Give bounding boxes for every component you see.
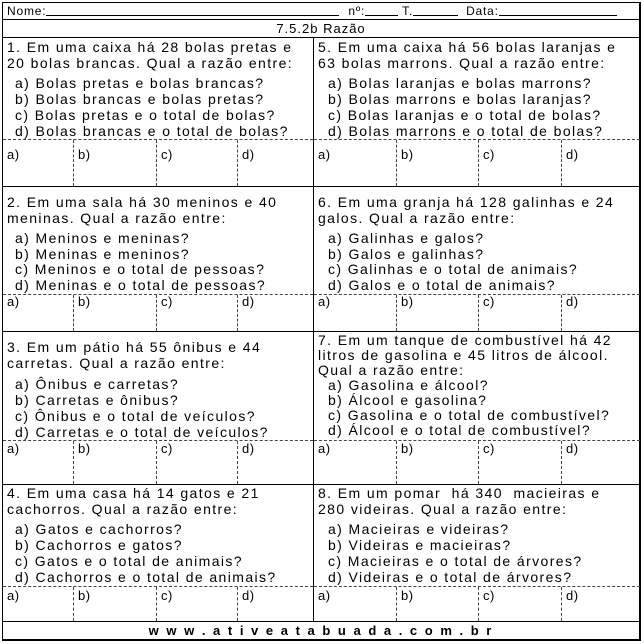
date-blank-line <box>499 15 617 16</box>
problem-option-d: d) Álcool e o total de combustível? <box>328 422 592 438</box>
answer-slot-c <box>156 295 237 331</box>
answer-slot-c <box>156 441 237 484</box>
answer-label: c) <box>161 588 173 603</box>
answer-label: c) <box>483 588 495 603</box>
answer-slot-c <box>478 295 561 331</box>
answer-label: d) <box>566 147 579 162</box>
answer-slot-d <box>237 295 313 331</box>
question-text-line: 2. Em uma sala há 30 meninos e 40 <box>7 194 278 210</box>
question-text-line: meninas. Qual a razão entre: <box>7 210 227 226</box>
question-text-line: 7. Em um tanque de combustível há 42 <box>318 332 612 348</box>
answer-label: c) <box>483 147 495 162</box>
problem-option-d: d) Bolas brancas e o total de bolas? <box>15 123 289 139</box>
answer-label: b) <box>401 294 414 309</box>
problem-option-b: b) Bolas marrons e bolas laranjas? <box>328 91 592 107</box>
question-text-line: 1. Em uma caixa há 28 bolas pretas e <box>7 39 293 55</box>
answer-label: a) <box>7 441 20 456</box>
answer-label: a) <box>7 147 20 162</box>
option-list <box>318 378 640 438</box>
answer-label: b) <box>401 147 414 162</box>
question-text-line: 3. Em um pátio há 55 ônibus e 44 <box>7 339 262 355</box>
problem-option-b: b) Videiras e macieiras? <box>328 537 512 553</box>
problem-option-d: d) Carretas e o total de veículos? <box>15 424 269 440</box>
problem-option-b: b) Bolas brancas e bolas pretas? <box>15 91 265 107</box>
answer-label: d) <box>242 294 255 309</box>
answer-slot-c <box>478 441 561 484</box>
problem-option-c: c) Bolas pretas e o total de bolas? <box>15 107 276 123</box>
answer-slot-c <box>478 587 561 621</box>
answer-label: d) <box>242 441 255 456</box>
problem-option-d: d) Bolas marrons e o total de bolas? <box>328 123 604 139</box>
answer-label: a) <box>318 588 331 603</box>
answer-area <box>3 139 313 186</box>
question-text-line: litros de gasolina e 45 litros de álcool. <box>318 347 609 363</box>
answer-slot-b <box>396 441 478 484</box>
problem-option-c: c) Galinhas e o total de animais? <box>328 261 579 277</box>
answer-label: c) <box>161 294 173 309</box>
problem-option-d: d) Cachorros e o total de animais? <box>15 569 277 585</box>
answer-label: a) <box>318 147 331 162</box>
question-text-line: 4. Em uma casa há 14 gatos e 21 <box>7 485 260 501</box>
answer-slot-a <box>3 587 73 621</box>
answer-slot-b <box>73 587 156 621</box>
answer-label: d) <box>566 588 579 603</box>
question-text-line: Qual a razão entre: <box>318 362 465 378</box>
problem-option-a: a) Bolas laranjas e bolas marrons? <box>328 75 592 91</box>
problem-option-c: c) Meninos e o total de pessoas? <box>15 261 266 277</box>
problem-option-a: a) Meninos e meninas? <box>15 230 190 246</box>
answer-slot-d <box>237 441 313 484</box>
answer-slot-c <box>478 140 561 186</box>
answer-area <box>3 586 313 621</box>
problem-option-a: a) Macieiras e videiras? <box>328 521 510 537</box>
answer-slot-d <box>561 587 640 621</box>
question-text-line: cachorros. Qual a razão entre: <box>7 501 239 517</box>
answer-slot-a <box>314 587 396 621</box>
option-list <box>318 231 640 293</box>
answer-label: c) <box>483 294 495 309</box>
problem-1 <box>3 38 313 139</box>
answer-slot-b <box>73 295 156 331</box>
problem-option-c: c) Gatos e o total de animais? <box>15 553 243 569</box>
answer-label: b) <box>78 588 91 603</box>
problem-option-d: d) Meninas e o total de pessoas? <box>15 276 267 293</box>
answer-area <box>3 440 313 484</box>
answer-slot-c <box>156 140 237 186</box>
problem-2 <box>3 187 313 294</box>
class-label: T. <box>402 4 414 18</box>
worksheet-title: 7.5.2b Razão <box>276 21 366 36</box>
option-list <box>7 231 313 293</box>
answer-label: d) <box>566 441 579 456</box>
answer-label: b) <box>401 441 414 456</box>
option-list <box>7 376 313 440</box>
answer-label: d) <box>566 294 579 309</box>
answer-area <box>314 586 640 621</box>
date-label: Data: <box>466 4 499 18</box>
question-text-line: 280 videiras. Qual a razão entre: <box>318 501 568 517</box>
answer-label: a) <box>318 441 331 456</box>
question-text-line: 20 bolas brancas. Qual a razão entre: <box>7 55 294 71</box>
answer-label: b) <box>401 588 414 603</box>
answer-slot-a <box>3 295 73 331</box>
problem-option-b: b) Cachorros e gatos? <box>15 537 183 553</box>
answer-area <box>3 294 313 331</box>
number-blank-line <box>365 15 398 16</box>
problem-option-a: a) Bolas pretas e bolas brancas? <box>15 75 265 91</box>
problem-option-c: c) Gasolina e o total de combustível? <box>328 407 611 423</box>
footer-website: w w w . a t i v e a t a b u a d a . c o m . b r <box>148 623 494 638</box>
problem-option-a: a) Galinhas e galos? <box>328 230 485 246</box>
problem-3 <box>3 332 313 440</box>
answer-label: d) <box>242 588 255 603</box>
name-blank-line <box>46 15 339 16</box>
answer-area <box>314 139 640 186</box>
answer-slot-a <box>314 441 396 484</box>
answer-slot-c <box>156 587 237 621</box>
problem-5 <box>314 38 640 139</box>
answer-label: d) <box>242 147 255 162</box>
answer-slot-b <box>396 587 478 621</box>
problem-option-b: b) Meninas e meninos? <box>15 245 190 262</box>
option-list <box>7 521 313 585</box>
answer-label: b) <box>78 147 91 162</box>
problem-option-a: a) Gasolina e álcool? <box>328 377 489 393</box>
answer-label: a) <box>7 588 20 603</box>
answer-label: b) <box>78 441 91 456</box>
answer-slot-a <box>314 140 396 186</box>
answer-label: a) <box>318 294 331 309</box>
answer-label: c) <box>483 441 495 456</box>
option-list <box>318 521 640 585</box>
worksheet-header <box>3 2 639 19</box>
problem-option-c: c) Ônibus e o total de veículos? <box>15 408 256 424</box>
answer-label: c) <box>161 147 173 162</box>
problem-option-a: a) Ônibus e carretas? <box>15 376 180 392</box>
option-list <box>7 75 313 139</box>
problem-option-d: d) Galos e o total de animais? <box>328 276 556 293</box>
problem-option-b: b) Galos e galinhas? <box>328 245 485 262</box>
answer-slot-d <box>561 295 640 331</box>
answer-slot-b <box>73 441 156 484</box>
problem-7 <box>314 332 640 440</box>
answer-slot-b <box>396 140 478 186</box>
problem-option-b: b) Álcool e gasolina? <box>328 392 488 408</box>
problem-option-d: d) Videiras e o total de árvores? <box>328 569 573 585</box>
problem-option-c: c) Bolas laranjas e o total de bolas? <box>328 107 602 123</box>
answer-slot-a <box>314 295 396 331</box>
answer-slot-d <box>561 441 640 484</box>
problem-8 <box>314 485 640 586</box>
answer-area <box>314 440 640 484</box>
answer-label: a) <box>7 294 20 309</box>
number-label: nº: <box>348 4 366 18</box>
answer-label: b) <box>78 294 91 309</box>
problem-4 <box>3 485 313 586</box>
answer-slot-d <box>237 140 313 186</box>
answer-slot-b <box>73 140 156 186</box>
option-list <box>318 75 640 139</box>
question-text-line: 8. Em um pomar há 340 macieiras e <box>318 485 601 501</box>
answer-slot-b <box>396 295 478 331</box>
answer-slot-d <box>561 140 640 186</box>
question-text-line: carretas. Qual a razão entre: <box>7 355 226 371</box>
question-text-line: galos. Qual a razão entre: <box>318 210 516 226</box>
class-blank-line <box>413 15 458 16</box>
problem-6 <box>314 187 640 294</box>
answer-slot-d <box>237 587 313 621</box>
answer-slot-a <box>3 140 73 186</box>
problem-option-a: a) Gatos e cachorros? <box>15 521 183 537</box>
name-label: Nome: <box>7 4 47 18</box>
problem-option-b: b) Carretas e ônibus? <box>15 392 180 408</box>
question-text-line: 5. Em uma caixa há 56 bolas laranjas e <box>318 39 617 55</box>
question-text-line: 6. Em uma granja há 128 galinhas e 24 <box>318 194 615 210</box>
problem-option-c: c) Macieiras e o total de árvores? <box>328 553 583 569</box>
answer-slot-a <box>3 441 73 484</box>
answer-area <box>314 294 640 331</box>
question-text-line: 63 bolas marrons. Qual a razão entre: <box>318 55 606 71</box>
answer-label: c) <box>161 441 173 456</box>
